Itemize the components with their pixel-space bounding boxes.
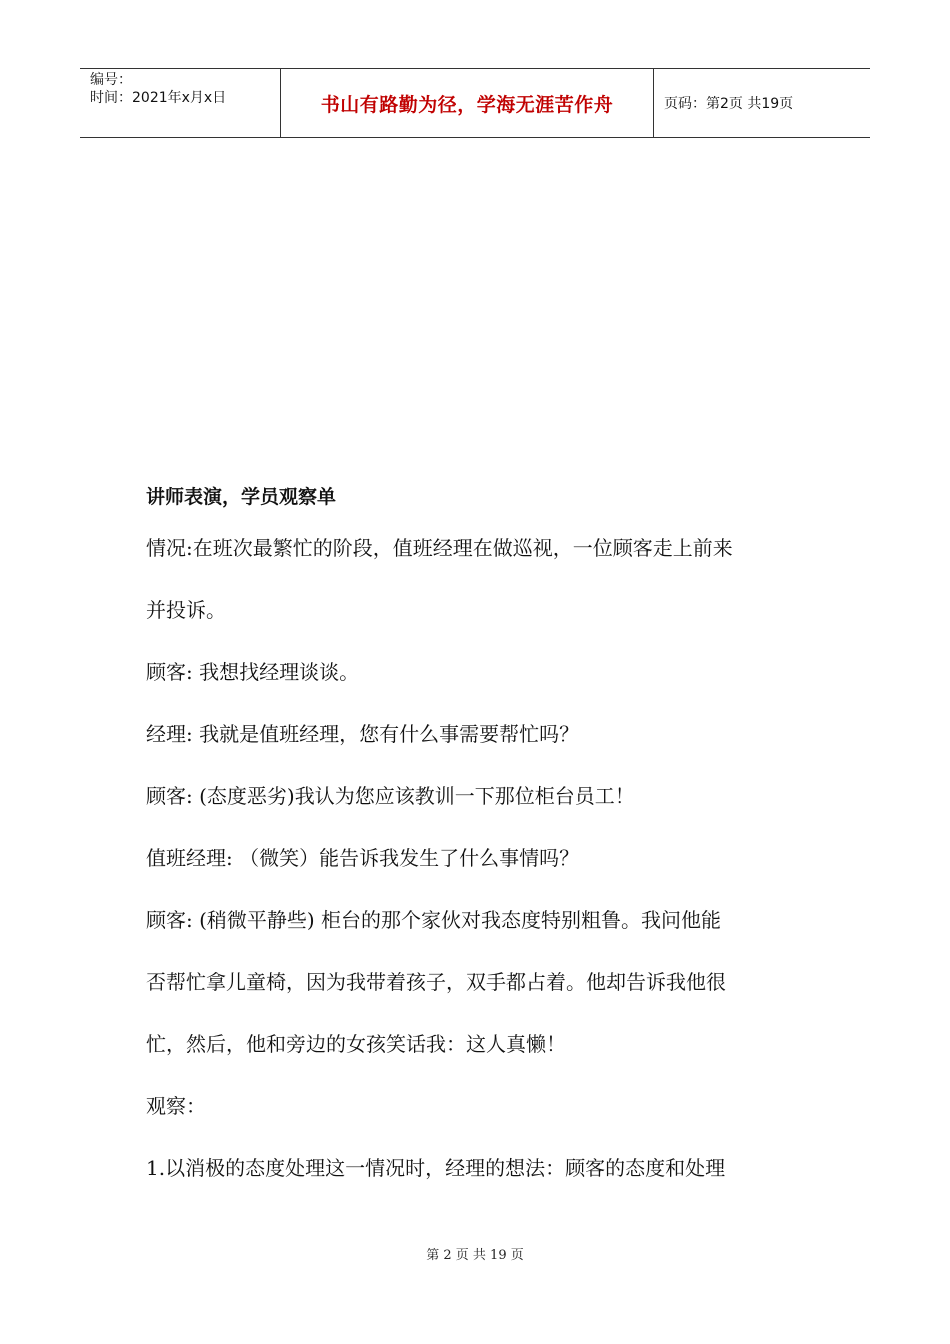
header-motto: 书山有路勤为径，学海无涯苦作舟 [281, 69, 654, 137]
page-header [80, 68, 870, 138]
header-page-info: 页码：第2页 共19页 [664, 96, 794, 112]
paragraph-line: 并投诉。 [146, 598, 226, 622]
paragraph-line: 忙，然后，他和旁边的女孩笑话我：这人真懒！ [146, 1032, 566, 1056]
paragraph-line: 顾客: 我想找经理谈谈。 [146, 660, 360, 684]
page-footer: 第 2 页 共 19 页 [426, 1248, 524, 1263]
paragraph-line: 观察： [146, 1094, 206, 1118]
document-title: 讲师表演，学员观察单 [146, 486, 337, 508]
paragraph-line: 1.以消极的态度处理这一情况时，经理的想法：顾客的态度和处理 [146, 1156, 726, 1180]
document-body [146, 482, 826, 1183]
paragraph-line: 情况:在班次最繁忙的阶段，值班经理在做巡视，一位顾客走上前来 [146, 536, 733, 560]
paragraph-line: 顾客: (稍微平静些) 柜台的那个家伙对我态度特别粗鲁。我问他能 [146, 908, 722, 932]
header-meta [80, 69, 281, 137]
paragraph-line: 顾客: (态度恶劣)我认为您应该教训一下那位柜台员工！ [146, 784, 635, 808]
time-label: 时间：2021年x月x日 [90, 90, 227, 106]
paragraph-line: 值班经理: （微笑）能告诉我发生了什么事情吗？ [146, 846, 580, 870]
number-label: 编号： [90, 72, 132, 88]
paragraph-line: 否帮忙拿儿童椅，因为我带着孩子，双手都占着。他却告诉我他很 [146, 970, 726, 994]
paragraph-line: 经理: 我就是值班经理，您有什么事需要帮忙吗？ [146, 722, 580, 746]
